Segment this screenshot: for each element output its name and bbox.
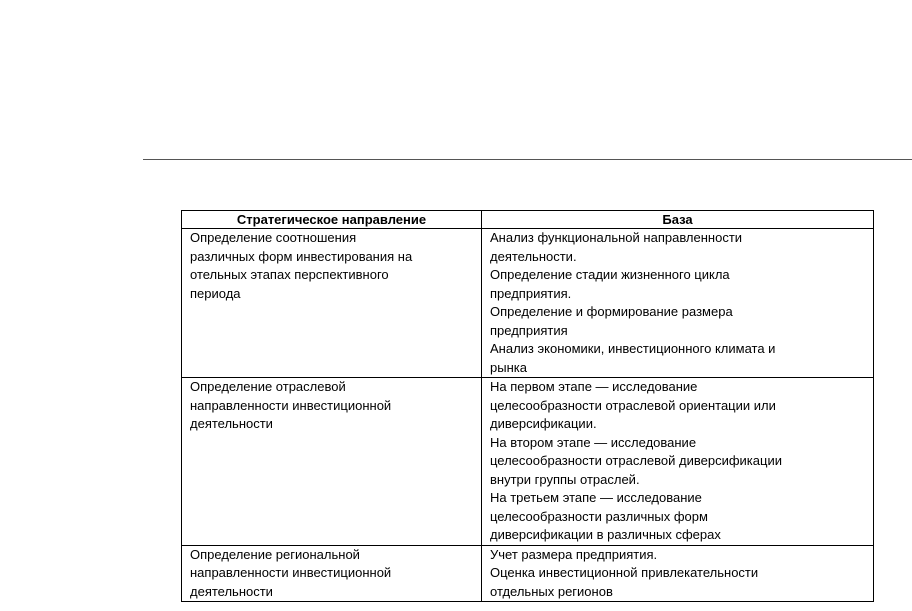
cell-line: деятельности. (490, 248, 577, 264)
cell-line: Определение региональной (190, 546, 360, 562)
cell-line: предприятия. (490, 285, 572, 301)
cell-line: диверсификации. (490, 416, 597, 431)
cell-base (482, 229, 874, 378)
cell-line: целесообразности отраслевой диверсификации (490, 453, 782, 468)
cell-line: деятельности (190, 583, 273, 599)
cell-direction (182, 545, 482, 602)
table-row (182, 229, 874, 378)
cell-line: Анализ функциональной направленности (490, 230, 743, 245)
header-base: База (482, 211, 874, 229)
strategy-table (181, 210, 874, 602)
cell-line: Определение стадии жизненного цикла (490, 267, 730, 282)
cell-line: внутри группы отраслей. (490, 471, 640, 487)
header-direction: Стратегическое направление (182, 211, 482, 229)
cell-direction (182, 229, 482, 378)
cell-line: Анализ экономики, инвестиционного климата и (490, 341, 776, 356)
cell-line: направленности инвестиционной (190, 397, 392, 413)
cell-line: рынка (490, 359, 527, 375)
cell-line: Оценка инвестиционной привлекательности (490, 565, 759, 580)
cell-line: На втором этапе — исследование (490, 434, 697, 450)
cell-line: периода (190, 285, 241, 301)
cell-line: Определение отраслевой (190, 379, 346, 394)
table-row (182, 378, 874, 546)
cell-line: различных форм инвестирования на (190, 248, 413, 264)
horizontal-rule (143, 159, 912, 160)
cell-line: отдельных регионов (490, 583, 613, 599)
cell-line: отельных этапах перспективного (190, 267, 389, 282)
cell-line: деятельности (190, 416, 273, 431)
table-header-row (182, 211, 874, 229)
cell-line: диверсификации в различных сферах (490, 527, 721, 542)
cell-line: предприятия (490, 322, 568, 338)
cell-line: На первом этапе — исследование (490, 379, 698, 394)
cell-base (482, 378, 874, 546)
cell-line: целесообразности отраслевой ориентации или (490, 397, 776, 413)
cell-line: Определение и формирование размера (490, 304, 733, 319)
cell-line: целесообразности различных форм (490, 508, 708, 524)
cell-direction (182, 378, 482, 546)
cell-line: Определение соотношения (190, 230, 357, 245)
cell-line: Учет размера предприятия. (490, 546, 658, 562)
cell-base (482, 545, 874, 602)
table-row (182, 545, 874, 602)
cell-line: направленности инвестиционной (190, 565, 392, 580)
cell-line: На третьем этапе — исследование (490, 490, 702, 505)
